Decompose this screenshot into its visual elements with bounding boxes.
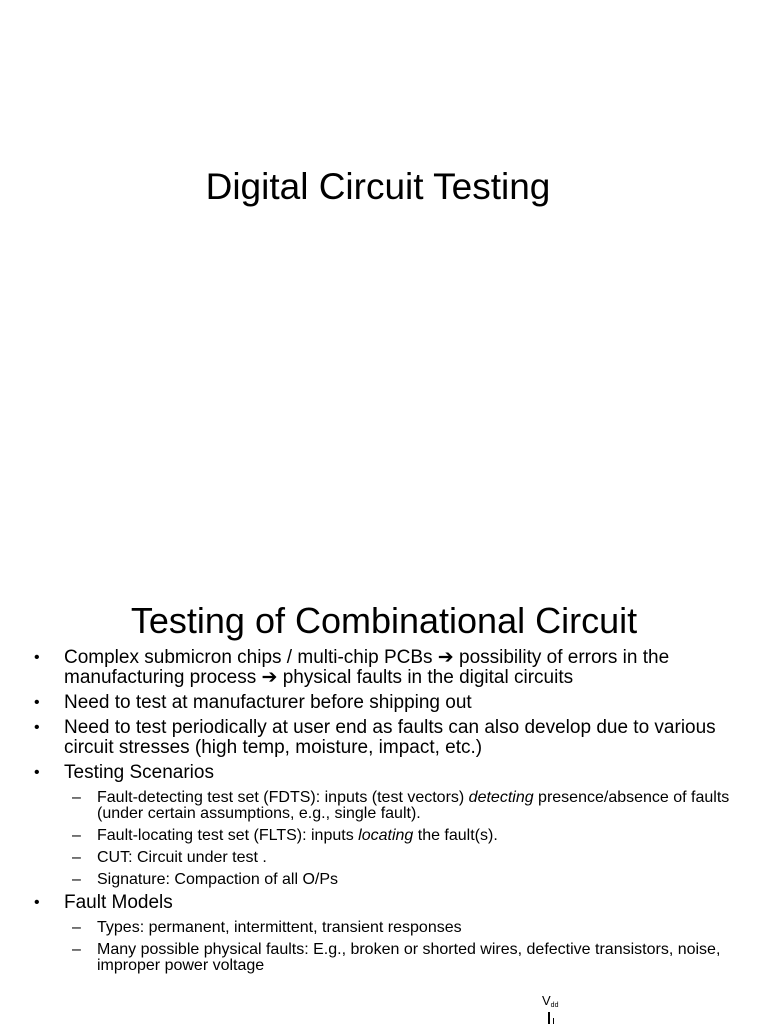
sub-bullet-text: Many possible physical faults: E.g., broken or shorted wires, defective transistors, noise, improper power voltage [97,941,721,974]
sub-bullet-text: the fault(s). [413,827,498,844]
bullet-list [0,646,768,974]
emphasis-text: locating [358,827,414,844]
sub-bullet-text: Fault-detecting test set (FDTS): inputs (test vectors) [97,789,469,806]
vdd-label [542,994,558,1013]
sub-bullet-signature [0,872,768,888]
bullet-text: Fault Models [64,892,173,913]
bullet-test-periodically [0,718,768,758]
vdd-label-main: V [542,993,551,1008]
bullet-text: Testing Scenarios [64,762,214,783]
bullet-fault-models [0,893,768,913]
vdd-wire-tick [553,1018,554,1024]
sub-bullet-cut [0,850,768,866]
bullet-text: possibility of errors in the manufacturing process [64,647,670,688]
bullet-complex-chips [0,648,768,688]
sub-bullet-text: CUT: Circuit under test . [97,849,267,866]
bullet-testing-scenarios [0,763,768,783]
slide-title-combinational-testing: Testing of Combinational Circuit [130,600,638,641]
bullet-test-at-manufacturer [0,693,768,713]
sub-bullet-marker: – [72,941,81,958]
sub-bullet-flts [0,828,768,844]
sub-bullet-text: Types: permanent, intermittent, transient responses [97,919,462,936]
sub-bullet-marker: – [72,827,81,844]
sub-bullet-text: Signature: Compaction of all O/Ps [97,871,339,888]
right-arrow-icon: ➔ [261,667,278,688]
bullet-marker: • [34,764,40,781]
sub-bullet-text: presence/absence of faults (under certain assumptions, e.g., single fault). [97,789,730,822]
right-arrow-icon: ➔ [437,647,454,668]
slide-title-digital-circuit-testing: Digital Circuit Testing [205,166,551,207]
bullet-marker: • [34,694,40,711]
bullet-text: Complex submicron chips / multi-chip PCBs [64,647,438,668]
bullet-text: Need to test periodically at user end as faults can also develop due to various circuit stresses (high temp, moisture, impact, etc.) [64,717,716,758]
sub-bullet-marker: – [72,919,81,936]
sub-bullet-physical-faults [0,942,768,974]
bullet-marker: • [34,649,40,666]
emphasis-text: detecting [468,789,534,806]
bullet-text: physical faults in the digital circuits [277,667,574,688]
bullet-marker: • [34,719,40,736]
bullet-text: Need to test at manufacturer before shipping out [64,692,472,713]
bullet-marker: • [34,894,40,911]
sub-bullet-marker: – [72,789,81,806]
vdd-label-sub: dd [550,1002,559,1009]
vdd-wire [548,1012,550,1024]
sub-bullet-types [0,920,768,936]
sub-bullet-text: Fault-locating test set (FLTS): inputs [97,827,359,844]
sub-bullet-marker: – [72,849,81,866]
sub-bullet-fdts [0,790,768,822]
sub-bullet-marker: – [72,871,81,888]
